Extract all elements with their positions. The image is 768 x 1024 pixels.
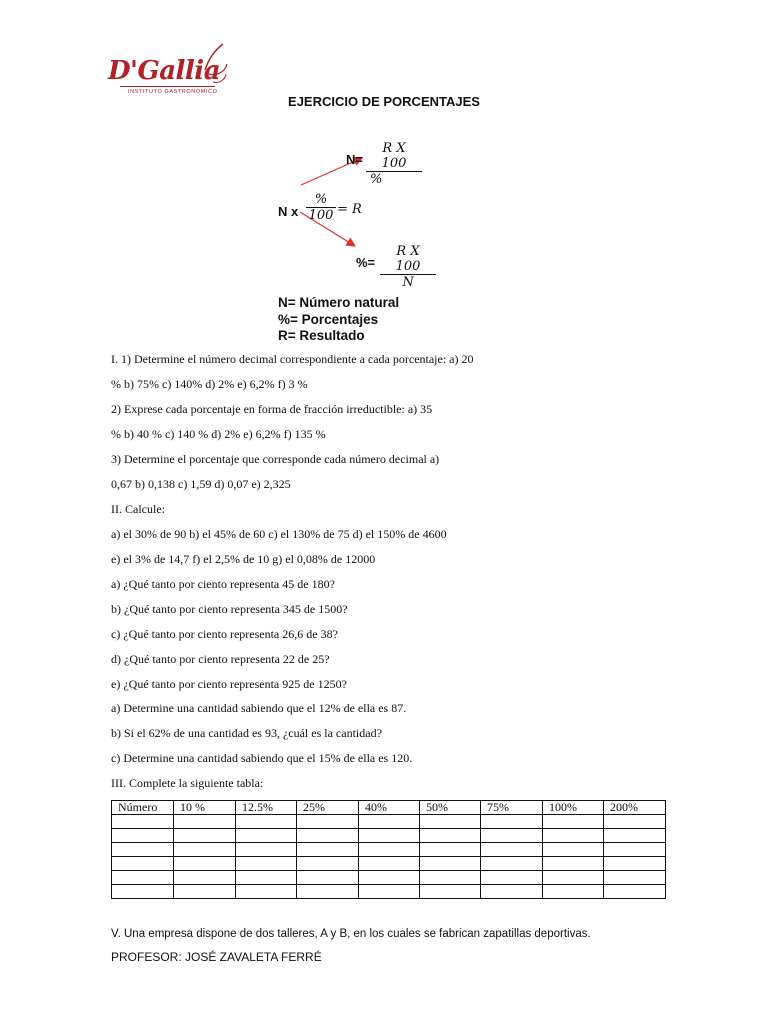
table-header-cell: 10 % xyxy=(174,801,236,815)
exercise-line: b) Si el 62% de una cantidad es 93, ¿cuál es la cantidad? xyxy=(111,726,382,740)
table-header-cell: 40% xyxy=(359,801,420,815)
formula-n-denominator: % xyxy=(370,172,383,187)
table-header-cell: 100% xyxy=(543,801,604,815)
table-row xyxy=(112,857,666,871)
definitions xyxy=(278,295,399,345)
exercise-line: 3) Determine el porcentaje que corresponde cada número decimal a) xyxy=(111,452,440,466)
percentages-table xyxy=(111,800,666,899)
table-row xyxy=(112,871,666,885)
exercise-line: 0,67 b) 0,138 c) 1,59 d) 0,07 e) 2,325 xyxy=(111,477,291,491)
section-heading: II. Calcule: xyxy=(111,502,165,516)
problem-v: V. Una empresa dispone de dos talleres, A y B, en los cuales se fabrican zapatillas deportivas. xyxy=(111,928,591,940)
table-header-row xyxy=(112,801,666,815)
exercise-line: 2) Exprese cada porcentaje en forma de fracción irreductible: a) 35 xyxy=(111,402,433,416)
exercise-line: d) ¿Qué tanto por ciento representa 22 de 25? xyxy=(111,652,330,666)
exercise-line: % b) 40 % c) 140 % d) 2% e) 6,2% f) 135 % xyxy=(111,427,326,441)
logo-wordmark: D'Gallia xyxy=(108,56,221,86)
formula-n-fraction xyxy=(366,141,422,187)
table-row xyxy=(112,843,666,857)
exercise-line: c) ¿Qué tanto por ciento representa 26,6 de 38? xyxy=(111,627,338,641)
formula-p-label: %= xyxy=(356,255,376,270)
table-row xyxy=(112,829,666,843)
exercise-line: b) ¿Qué tanto por ciento representa 345 de 1500? xyxy=(111,602,348,616)
table-header-cell: 200% xyxy=(604,801,666,815)
table-header-cell: Número xyxy=(112,801,174,815)
definition-r: R= Resultado xyxy=(278,328,365,343)
exercise-line: c) Determine una cantidad sabiendo que el 15% de ella es 120. xyxy=(111,751,413,765)
professor-name: PROFESOR: JOSÉ ZAVALETA FERRÉ xyxy=(111,950,322,964)
formula-center-fraction xyxy=(306,192,336,223)
formula-center-denominator: 100 xyxy=(308,208,334,223)
exercise-line: e) el 3% de 14,7 f) el 2,5% de 10 g) el 0,08% de 12000 xyxy=(111,552,376,566)
formula-n-numerator: R X 100 xyxy=(381,141,407,171)
table-header-cell: 25% xyxy=(297,801,359,815)
table-header-cell: 12.5% xyxy=(236,801,297,815)
exercise-line: a) ¿Qué tanto por ciento representa 45 de 180? xyxy=(111,577,335,591)
formula-center-label: N x xyxy=(278,204,299,219)
table-row xyxy=(112,815,666,829)
exercise-line: a) el 30% de 90 b) el 45% de 60 c) el 130% de 75 d) el 150% de 4600 xyxy=(111,527,447,541)
formula-center-numerator: % xyxy=(314,192,328,207)
logo-subtitle: INSTITUTO GASTRONÓMICO xyxy=(128,89,218,95)
exercise-line: % b) 75% c) 140% d) 2% e) 6,2% f) 3 % xyxy=(111,377,308,391)
formula-n-label: N= xyxy=(346,152,363,167)
exercise-line: a) Determine una cantidad sabiendo que el 12% de ella es 87. xyxy=(111,701,407,715)
definition-percent: %= Porcentajes xyxy=(278,311,379,327)
definition-n: N= Número natural xyxy=(278,295,400,310)
page-title: EJERCICIO DE PORCENTAJES xyxy=(288,94,480,109)
table-header-cell: 75% xyxy=(481,801,543,815)
formula-p-numerator: R X 100 xyxy=(395,244,421,274)
formula-p-fraction xyxy=(380,244,436,290)
section-heading: III. Complete la siguiente tabla: xyxy=(111,776,264,790)
table-row xyxy=(112,885,666,899)
exercise-line: e) ¿Qué tanto por ciento representa 925 de 1250? xyxy=(111,677,347,691)
exercise-line: I. 1) Determine el número decimal correspondiente a cada porcentaje: a) 20 xyxy=(111,352,474,366)
formula-p-denominator: N xyxy=(402,275,414,290)
formula-center-rhs: = R xyxy=(337,202,362,217)
table-header-cell: 50% xyxy=(420,801,481,815)
